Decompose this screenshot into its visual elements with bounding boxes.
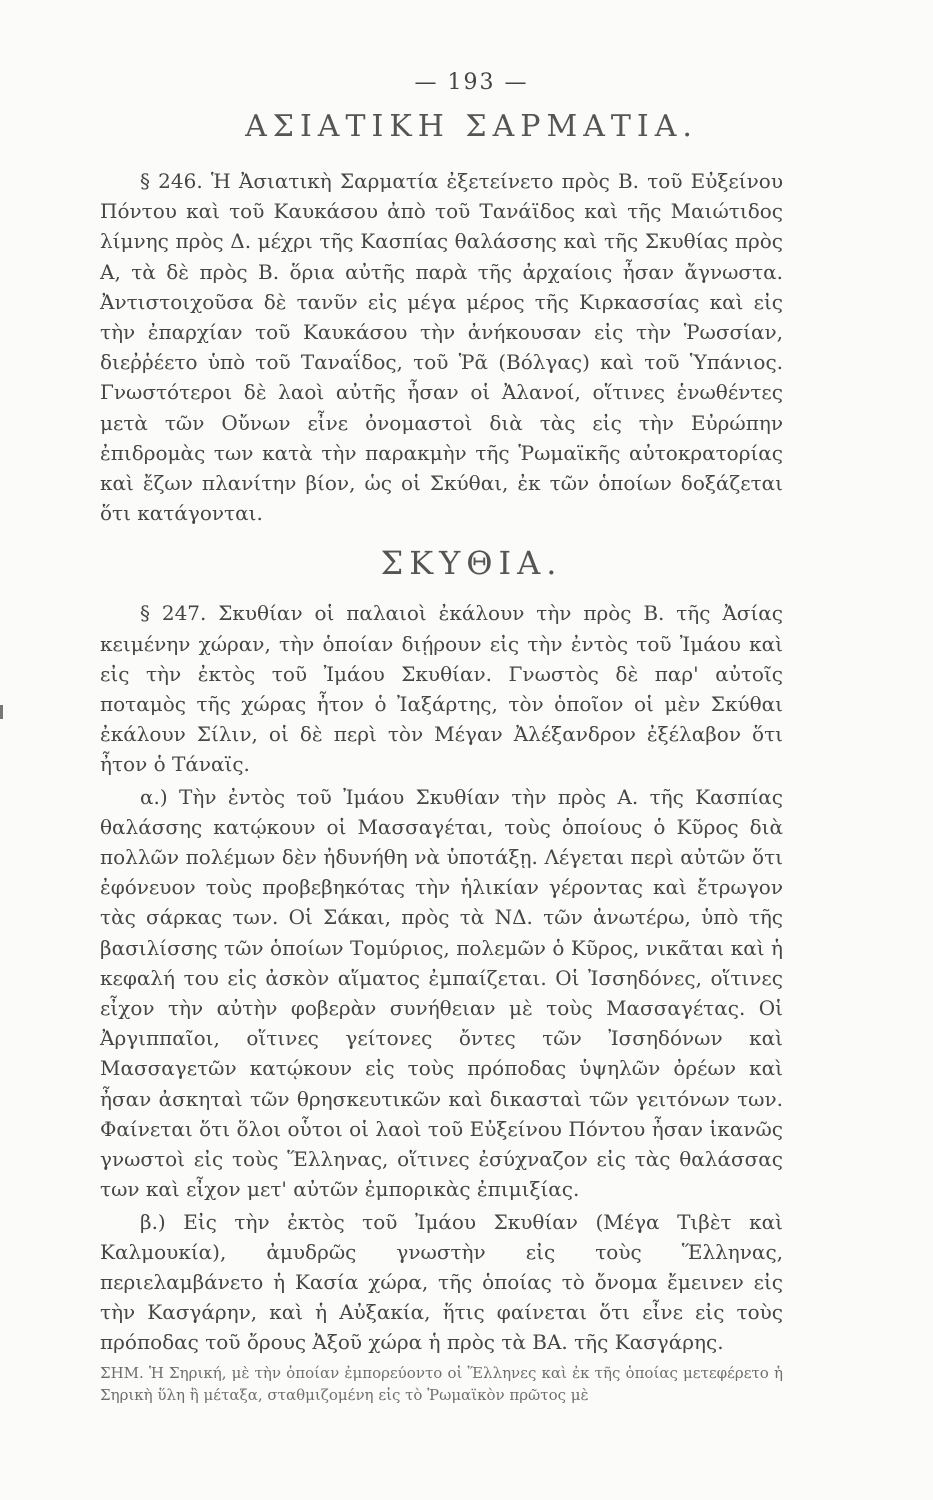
paragraph-beta: β.) Εἰς τὴν ἐκτὸς τοῦ Ἰμάου Σκυθίαν (Μέγα Τιβὲτ καὶ Καλμουκία), ἀμυδρῶς γνωστὴν εἰς τοὺς Ἕλληνας, περιελαμβάνετο ἡ Κασία χώρα, τῆς ὁποίας τὸ ὄνομα ἔμεινεν εἰς τὴν Κασγάρην, καὶ ἡ Αὐξακία, ἥτις φαίνεται ὅτι εἶνε εἰς τοὺς πρόποδας τοῦ ὄρους Ἀξοῦ χώρα ἡ πρὸς τὰ ΒΑ. τῆς Κασγάρης. bbox=[100, 1209, 783, 1355]
footnote: ΣΗΜ. Ἡ Σηρική, μὲ τὴν ὁποίαν ἐμπορεύοντο οἱ Ἕλληνες καὶ ἐκ τῆς ὁποίας μετεφέρετο ἡ Σηρικὴ ὕλη ἢ μέταξα, σταθμιζομένη εἰς τὸ Ῥωμαϊκὸν πρῶτος μὲ bbox=[100, 1363, 783, 1404]
margin-mark bbox=[0, 705, 3, 719]
heading-scythia: ΣΚΥΘΙΑ. bbox=[380, 544, 563, 583]
heading-asiatic-sarmatia: ΑΣΙΑΤΙΚΗ ΣΑΡΜΑΤΙΑ. bbox=[245, 109, 698, 144]
paragraph-247: § 247. Σκυθίαν οἱ παλαιοὶ ἐκάλουν τὴν πρὸς Β. τῆς Ἀσίας κειμένην χώραν, τὴν ὁποίαν διῄρουν εἰς τὴν ἐντὸς τοῦ Ἰμάου καὶ εἰς τὴν ἐκτὸς τοῦ Ἰμάου Σκυθίαν. Γνωστὸς δὲ παρ' αὐτοῖς ποταμὸς τῆς χώρας ἦτον ὁ Ἰαξάρτης, τὸν ὁποῖον οἱ μὲν Σκύθαι ἐκάλουν Σίλιν, οἱ δὲ περὶ τὸν Μέγαν Ἀλέξανδρον ἐξέλαβον ὅτι ἦτον ὁ Τάναϊς. bbox=[100, 601, 783, 777]
paragraph-246: § 246. Ἡ Ἀσιατικὴ Σαρματία ἐξετείνετο πρὸς Β. τοῦ Εὐξείνου Πόντου καὶ τοῦ Καυκάσου ἀπὸ τοῦ Τανάϊδος καὶ τῆς Μαιώτιδος λίμνης πρὸς Δ. μέχρι τῆς Κασπίας θαλάσσης καὶ τῆς Σκυθίας πρὸς Α, τὰ δὲ πρὸς Β. ὅρια αὐτῆς παρὰ τῆς ἀρχαίοις ἦσαν ἄγνωστα. Ἀντιστοιχοῦσα δὲ τανῦν εἰς μέγα μέρος τῆς Κιρκασσίας καὶ εἰς τὴν ἐπαρχίαν τοῦ Καυκάσου τὴν ἀνήκουσαν εἰς τὴν Ῥωσσίαν, διεῤῥέετο ὑπὸ τοῦ Ταναΐδος, τοῦ Ῥᾶ (Βόλγας) καὶ τοῦ Ὑπάνιος. Γνωστότεροι δὲ λαοὶ αὐτῆς ἦσαν οἱ Ἀλανοί, οἵτινες ἑνωθέντες μετὰ τῶν Οὔνων εἶνε ὀνομαστοὶ διὰ τὰς εἰς τὴν Εὐρώπην ἐπιδρομὰς των κατὰ τὴν παρακμὴν τῆς Ῥωμαϊκῆς αὐτοκρατορίας καὶ ἔζων πλανίτην βίον, ὡς οἱ Σκύθαι, ἐκ τῶν ὁποίων δοξάζεται ὅτι κατάγονται. bbox=[100, 169, 783, 526]
page-number: — 193 — bbox=[414, 70, 529, 95]
paragraph-alpha: α.) Τὴν ἐντὸς τοῦ Ἰμάου Σκυθίαν τὴν πρὸς Α. τῆς Κασπίας θαλάσσης κατῴκουν οἱ Μασσαγέται, τοὺς ὁποίους ὁ Κῦρος διὰ πολλῶν πολέμων δὲν ἠδυνήθη νὰ ὑποτάξῃ. Λέγεται περὶ αὐτῶν ὅτι ἐφόνευον τοὺς προβεβηκότας τὴν ἡλικίαν γέροντας καὶ ἔτρωγον τὰς σάρκας των. Οἱ Σάκαι, πρὸς τὰ ΝΔ. τῶν ἀνωτέρω, ὑπὸ τῆς βασιλίσσης τῶν ὁποίων Τομύριος, πολεμῶν ὁ Κῦρος, νικᾶται καὶ ἡ κεφαλή του εἰς ἀσκὸν αἵματος ἐμπαίζεται. Οἱ Ἰσσηδόνες, οἵτινες εἶχον τὴν αὐτὴν φοβερὰν συνήθειαν μὲ τοὺς Μασσαγέτας. Οἱ Ἀργιππαῖοι, οἵτινες γείτονες ὄντες τῶν Ἰσσηδόνων καὶ Μασσαγετῶν κατῴκουν εἰς τοὺς πρόποδας ὑψηλῶν ὀρέων καὶ ἦσαν ἀσκηταὶ τῶν θρησκευτικῶν καὶ δικασταὶ τῶν γειτόνων των. Φαίνεται ὅτι ὅλοι οὗτοι οἱ λαοὶ τοῦ Εὐξείνου Πόντου ἦσαν ἱκανῶς γνωστοὶ εἰς τοὺς Ἕλληνας, οἵτινες ἐσύχναζον εἰς τὰς θαλάσσας των καὶ εἶχον μετ' αὐτῶν ἐμπορικὰς ἐπιμιξίας. bbox=[100, 784, 783, 1202]
